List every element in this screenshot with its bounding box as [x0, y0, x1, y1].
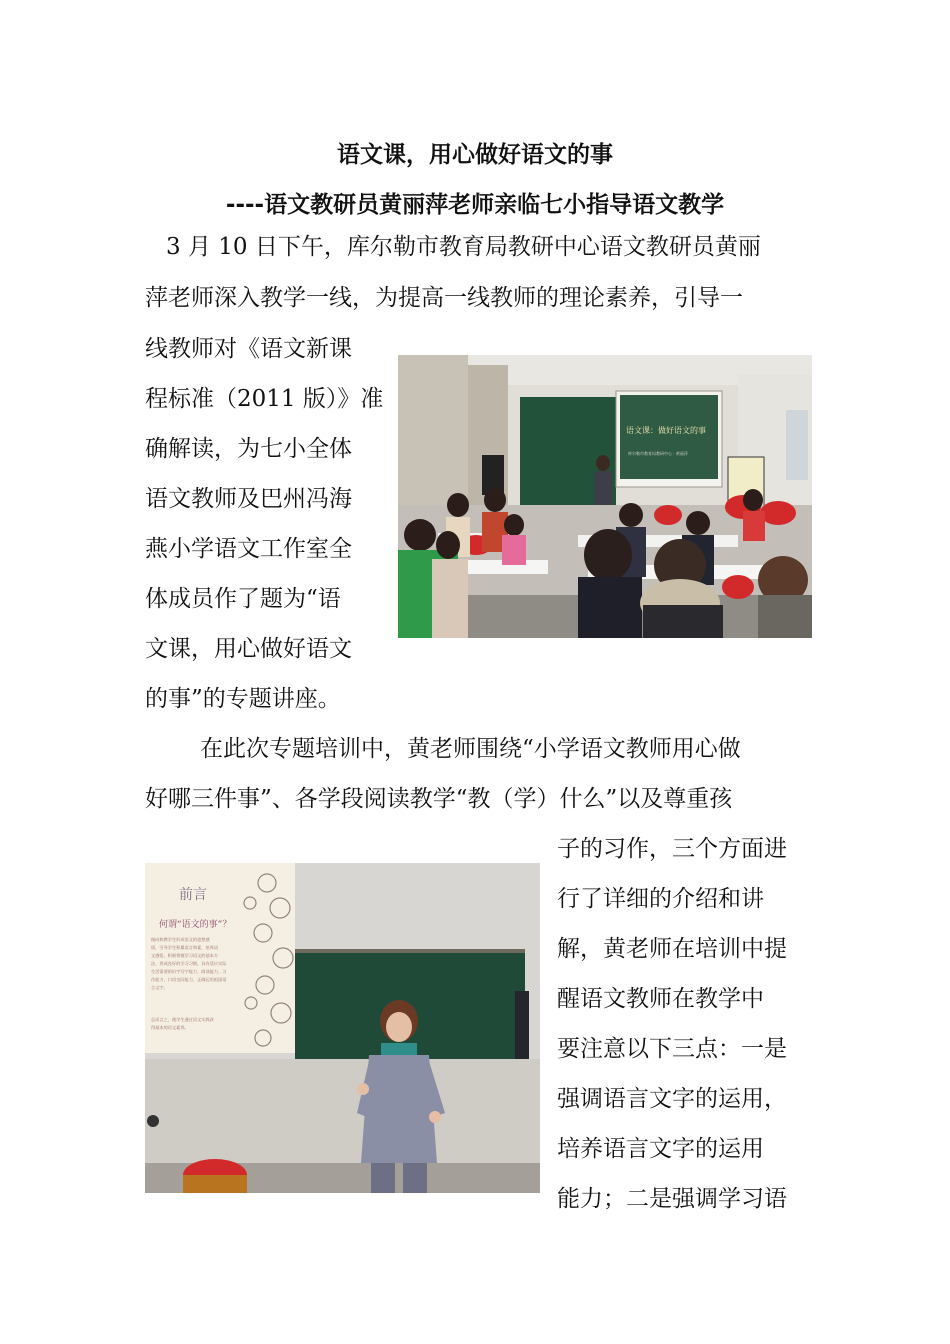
slide-line: 文感悟，积极掌握学习语文的基本方 [151, 953, 219, 958]
slide-line: 总而言之，使学生通过语文实践获 [151, 1017, 214, 1022]
text-line: 能力；二是强调学习语 [557, 1186, 787, 1212]
slide-line: 情，引导学生积累语言和素，培养语 [151, 945, 219, 950]
slide-line: 作能力、口语交际能力，正确运用祖国语 [151, 977, 227, 982]
text-line: 的事”的专题讲座。 [145, 686, 341, 712]
text-line: 培养语言文字的运用 [557, 1136, 764, 1162]
text-line: 醒语文教师在教学中 [557, 986, 764, 1012]
classroom-photo [398, 355, 812, 638]
slide-question: 何谓“语文的事”？ [159, 920, 232, 930]
text-line: 强调语言文字的运用， [557, 1086, 787, 1112]
slide-line: 得基本的语文素养。 [151, 1025, 189, 1030]
article-title: 语文课，用心做好语文的事 [337, 142, 613, 168]
text-line: 3 月 10 日下午，库尔勒市教育局教研中心语文教研员黄丽 [166, 234, 761, 260]
teacher-photo [145, 863, 540, 1193]
article-subtitle: ----语文教研员黄丽萍老师亲临七小指导语文教学 [225, 192, 725, 218]
text-line: 好哪三件事”、各学段阅读教学“教（学）什么”以及尊重孩 [145, 786, 733, 812]
projected-slide-title: 语文课：做好语文的事 [626, 426, 706, 435]
text-line: 体成员作了题为“语 [145, 586, 341, 612]
slide-line: 言文字。 [151, 985, 168, 990]
text-line: 程标准（2011 版）》准 [145, 386, 384, 412]
projected-slide-subtitle: 库尔勒市教育局教研中心 · 黄丽萍 [628, 451, 688, 456]
text-line: 萍老师深入教学一线，为提高一线教师的理论素养，引导一 [145, 285, 743, 311]
text-line: 行了详细的介绍和讲 [557, 886, 764, 912]
text-line: 确解读，为七小全体 [145, 436, 352, 462]
slide-heading: 前言 [179, 887, 207, 903]
text-line: 文课，用心做好语文 [145, 636, 352, 662]
slide-line: 生活需要的识字写字能力、阅读能力、习 [151, 969, 227, 974]
text-line: 子的习作，三个方面进 [557, 836, 787, 862]
text-line: 在此次专题培训中，黄老师围绕“小学语文教师用心做 [200, 736, 741, 762]
text-line: 语文教师及巴州冯海 [145, 486, 352, 512]
slide-line: 法，养成良好的学习习惯，具有适应实际 [151, 961, 227, 966]
text-line: 要注意以下三点：一是 [557, 1036, 787, 1062]
slide-line: 指向和教学生形成语文的思想感 [151, 937, 210, 942]
text-line: 燕小学语文工作室全 [145, 536, 352, 562]
text-line: 解，黄老师在培训中提 [557, 936, 787, 962]
text-line: 线教师对《语文新课 [145, 336, 352, 362]
